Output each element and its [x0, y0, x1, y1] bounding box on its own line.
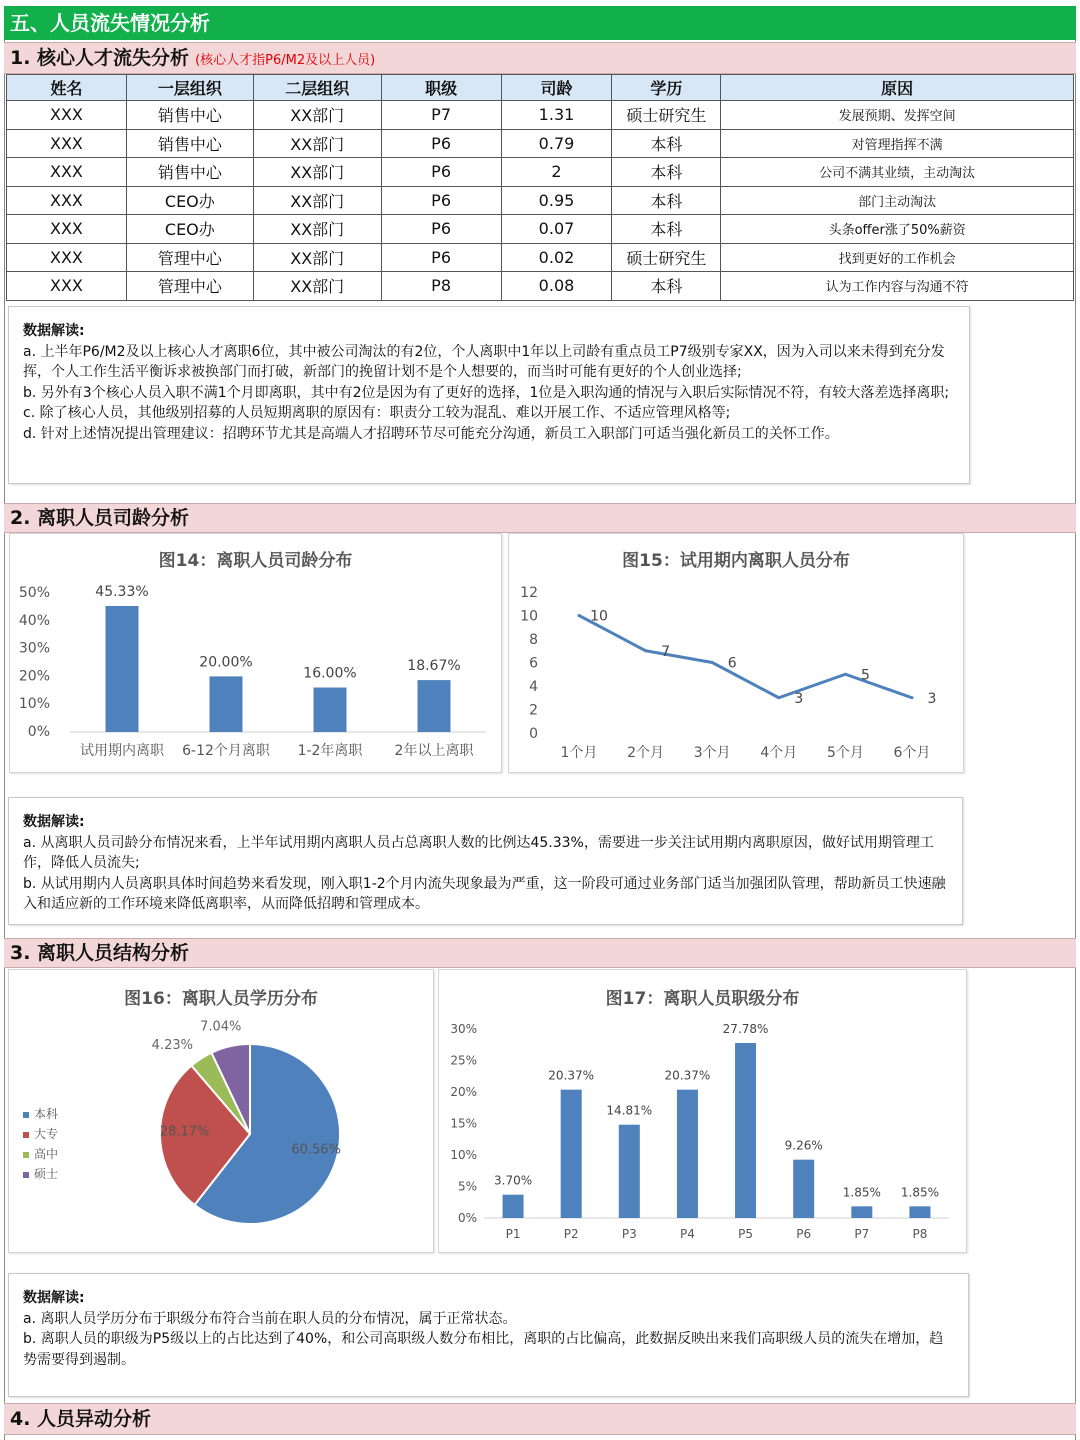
legend-label: 硕士 [34, 1167, 59, 1181]
data-label: 4.23% [151, 1038, 193, 1054]
legend-item [23, 1104, 58, 1124]
table-cell: 找到更好的工作机会 [721, 243, 1074, 272]
data-label: 9.26% [784, 1138, 823, 1153]
chart-education-distribution [8, 969, 434, 1253]
table-cell: 公司不满其业绩，主动淘汰 [721, 158, 1074, 187]
y-tick-label: 50% [18, 585, 50, 601]
table-row [7, 215, 1074, 244]
table-cell: 本科 [612, 186, 721, 215]
column-header: 司龄 [501, 75, 612, 101]
interpretation-line: a. 上半年P6/M2及以上核心人才离职6位，其中被公司淘汰的有2位，个人离职中1年以上司龄有重点员工P7级别专家XX，因为入司以来未得到充分发挥，个人工作生活平衡诉求被换部门而打破，新部门的挽留计划不是个人想要的，而当时可能有更好的个人创业选择; [23, 343, 945, 380]
section-title: 1. 核心人才流失分析 [10, 47, 190, 69]
interpretation-line: c. 除了核心人员，其他级别招募的人员短期离职的原因有：职责分工较为混乱、难以开展工作、不适应管理风格等; [23, 405, 731, 421]
data-label: 10 [590, 608, 608, 625]
x-tick-label: P5 [738, 1227, 753, 1241]
y-tick-label: 6 [529, 655, 538, 672]
y-tick-label: 30% [450, 1022, 477, 1036]
table-cell: 0.07 [501, 215, 612, 244]
table-header-row [7, 75, 1074, 101]
table-cell: 头条offer涨了50%薪资 [721, 215, 1074, 244]
table-cell: 发展预期、发挥空间 [721, 101, 1074, 130]
table-cell: 硕士研究生 [612, 101, 721, 130]
chart-probation-trend [508, 533, 964, 773]
chart-canvas [10, 534, 503, 774]
bar [314, 688, 347, 732]
column-header: 二层组织 [253, 75, 381, 101]
x-tick-label: 1个月 [560, 745, 598, 761]
y-tick-label: 8 [529, 632, 538, 648]
section-title: 4. 人员异动分析 [10, 1408, 152, 1430]
table-row [7, 243, 1074, 272]
section-structure-header [4, 938, 1076, 968]
bar [735, 1043, 756, 1218]
x-tick-label: 3个月 [693, 745, 731, 761]
data-label: 20.37% [664, 1068, 711, 1083]
table-cell: XX部门 [253, 101, 381, 130]
table-row [7, 101, 1074, 130]
data-label: 6 [727, 655, 737, 672]
x-tick-label: 5个月 [826, 745, 864, 761]
legend-label: 本科 [34, 1107, 59, 1121]
data-label: 1.85% [842, 1185, 881, 1200]
interpretation-line: d. 针对上述情况提出管理建议：招聘环节尤其是高端人才招聘环节尽可能充分沟通，新员工入职部门可适当强化新员工的关怀工作。 [23, 425, 839, 442]
chart-title: 图14：离职人员司龄分布 [158, 551, 353, 571]
table-cell: XXX [7, 243, 127, 272]
y-tick-label: 10% [450, 1148, 477, 1162]
y-tick-label: 4 [529, 679, 538, 695]
interpretation-line: a. 离职人员学历分布于职级分布符合当前在职人员的分布情况，属于正常状态。 [23, 1310, 517, 1327]
y-tick-label: 12 [520, 585, 538, 601]
data-label: 27.78% [722, 1021, 769, 1036]
data-label: 16.00% [303, 665, 357, 682]
chart-level-distribution [438, 969, 967, 1253]
y-tick-label: 15% [450, 1116, 477, 1131]
data-point [911, 696, 914, 699]
section-title: 3. 离职人员结构分析 [10, 942, 190, 964]
legend-item [23, 1144, 58, 1164]
x-tick-label: P7 [854, 1227, 870, 1241]
table-row [7, 129, 1074, 158]
x-tick-label: 6-12个月离职 [182, 743, 270, 759]
table-cell: 部门主动淘汰 [721, 186, 1074, 215]
table-cell: XX部门 [253, 243, 381, 272]
y-tick-label: 10 [520, 608, 538, 625]
y-tick-label: 0 [529, 726, 538, 742]
y-tick-label: 40% [18, 612, 50, 629]
table-cell: 本科 [612, 272, 721, 301]
table-cell: 0.95 [501, 186, 612, 215]
bar [210, 676, 243, 732]
page-title: 五、人员流失情况分析 [4, 6, 1076, 40]
data-label: 18.67% [407, 658, 461, 675]
x-tick-label: P1 [505, 1227, 521, 1241]
bar [793, 1160, 814, 1218]
table-cell: 0.08 [501, 272, 612, 301]
table-row [7, 158, 1074, 187]
data-label: 28.17% [159, 1124, 210, 1140]
y-tick-label: 30% [18, 640, 50, 657]
column-header: 原因 [721, 75, 1074, 101]
table-cell: 1.31 [501, 101, 612, 130]
table-cell: 0.79 [501, 129, 612, 158]
data-label: 3.70% [494, 1173, 533, 1188]
table-cell: P6 [381, 243, 501, 272]
interpretation-line: b. 离职人员的职级为P5级以上的占比达到了40%，和公司高职级人数分布相比，离职的占比偏高，此数据反映出来我们高职级人员的流失在增加，趋势需要得到遏制。 [23, 1331, 944, 1368]
data-label: 7 [661, 643, 671, 660]
table-cell: 销售中心 [126, 101, 253, 130]
bar [619, 1125, 640, 1218]
chart-tenure-distribution [9, 533, 502, 773]
core-talent-table [6, 74, 1074, 301]
data-label: 20.00% [199, 654, 253, 671]
bar [561, 1090, 582, 1218]
table-cell: XX部门 [253, 272, 381, 301]
data-point [844, 673, 847, 676]
interpretation-line: a. 从离职人员司龄分布情况来看，上半年试用期内离职人员占总离职人数的比例达45.33%，需要进一步关注试用期内离职原因，做好试用期管理工作，降低人员流失; [23, 834, 934, 871]
table-cell: XX部门 [253, 215, 381, 244]
bar [106, 606, 139, 732]
table-cell: 管理中心 [126, 243, 253, 272]
table-cell: 本科 [612, 129, 721, 158]
y-tick-label: 0% [457, 1211, 477, 1225]
column-header: 一层组织 [126, 75, 253, 101]
legend-swatch [23, 1132, 29, 1138]
table-cell: 销售中心 [126, 158, 253, 187]
x-tick-label: P6 [796, 1227, 812, 1241]
data-label: 7.04% [200, 1019, 242, 1035]
x-tick-label: P2 [563, 1227, 579, 1241]
data-label: 5 [860, 667, 870, 684]
data-label: 14.81% [606, 1103, 653, 1118]
table-cell: P6 [381, 186, 501, 215]
x-tick-label: P3 [621, 1227, 637, 1241]
interpretation-line: b. 从试用期内人员离职具体时间趋势来看发现，刚入职1-2个月内流失现象最为严重，这一阶段可通过业务部门适当加强团队管理，帮助新员工快速融入和适应新的工作环境来降低离职率，从而降低招聘和管理成本。 [23, 875, 946, 912]
bar [503, 1195, 524, 1218]
section-core-talent-header [4, 42, 1076, 74]
bar [418, 680, 451, 732]
table-cell: 硕士研究生 [612, 243, 721, 272]
series-line [579, 616, 912, 698]
chart-legend [23, 1104, 58, 1184]
table-row [7, 272, 1074, 301]
y-tick-label: 10% [18, 696, 50, 713]
chart-title: 图15：试用期内离职人员分布 [622, 551, 850, 571]
chart-title: 图17：离职人员职级分布 [605, 989, 800, 1009]
legend-label: 高中 [34, 1147, 59, 1161]
x-tick-label: 2个月 [627, 745, 665, 761]
table-cell: 认为工作内容与沟通不符 [721, 272, 1074, 301]
table-cell: P7 [381, 101, 501, 130]
table-row [7, 186, 1074, 215]
y-tick-label: 5% [457, 1179, 477, 1194]
column-header: 学历 [612, 75, 721, 101]
column-header: 职级 [381, 75, 501, 101]
legend-swatch [23, 1172, 29, 1178]
table-cell: XXX [7, 101, 127, 130]
table-cell: XXX [7, 215, 127, 244]
data-label: 45.33% [95, 583, 149, 600]
data-label: 20.37% [548, 1068, 595, 1083]
column-header: 姓名 [7, 75, 127, 101]
table-cell: 本科 [612, 215, 721, 244]
chart-canvas [439, 970, 968, 1254]
x-tick-label: 6个月 [893, 745, 931, 761]
x-tick-label: 2年以上离职 [394, 743, 474, 759]
table-cell: P8 [381, 272, 501, 301]
chart-canvas [509, 534, 965, 774]
section-movement-header [4, 1403, 1076, 1435]
table-cell: XXX [7, 272, 127, 301]
x-tick-label: 试用期内离职 [80, 743, 164, 759]
interpretation-title: 数据解读: [23, 1290, 85, 1306]
bar [851, 1206, 872, 1218]
x-tick-label: 4个月 [760, 745, 798, 761]
y-tick-label: 0% [27, 724, 50, 740]
table-cell: P6 [381, 129, 501, 158]
y-tick-label: 25% [450, 1053, 477, 1068]
table-cell: XXX [7, 129, 127, 158]
legend-label: 大专 [34, 1127, 59, 1141]
interpretation-box-2 [8, 797, 963, 925]
section-note: (核心人才指P6/M2及以上人员) [195, 53, 376, 68]
legend-swatch [23, 1112, 29, 1118]
x-tick-label: 1-2年离职 [297, 743, 363, 759]
interpretation-line: b. 另外有3个核心人员入职不满1个月即离职，其中有2位是因为有了更好的选择，1位是入职沟通的情况与入职后实际情况不符，有较大落差选择离职; [23, 384, 950, 401]
legend-swatch [23, 1152, 29, 1158]
table-cell: XXX [7, 186, 127, 215]
table-cell: P6 [381, 215, 501, 244]
data-label: 3 [794, 690, 804, 707]
interpretation-box-1 [8, 306, 970, 484]
table-cell: XX部门 [253, 158, 381, 187]
data-point [578, 614, 581, 617]
data-label: 3 [927, 690, 937, 707]
table-cell: 对管理指挥不满 [721, 129, 1074, 158]
bar [677, 1090, 698, 1218]
table-cell: CEO办 [126, 215, 253, 244]
table-cell: 销售中心 [126, 129, 253, 158]
table-cell: 2 [501, 158, 612, 187]
x-tick-label: P4 [680, 1227, 695, 1241]
section-tenure-header [4, 503, 1076, 533]
table-cell: XX部门 [253, 186, 381, 215]
chart-title: 图16：离职人员学历分布 [124, 989, 318, 1009]
section-title: 2. 离职人员司龄分析 [10, 507, 190, 529]
legend-item [23, 1164, 58, 1184]
bar [909, 1206, 930, 1218]
table-cell: 0.02 [501, 243, 612, 272]
legend-item [23, 1124, 58, 1144]
table-cell: P6 [381, 158, 501, 187]
data-point [777, 696, 780, 699]
y-tick-label: 2 [529, 702, 538, 719]
data-label: 60.56% [291, 1142, 341, 1158]
table-cell: XX部门 [253, 129, 381, 158]
y-tick-label: 20% [18, 668, 50, 685]
table-cell: 管理中心 [126, 272, 253, 301]
data-label: 1.85% [900, 1185, 939, 1200]
interpretation-title: 数据解读: [23, 323, 85, 339]
y-tick-label: 20% [450, 1085, 477, 1099]
data-point [644, 649, 647, 652]
table-cell: CEO办 [126, 186, 253, 215]
interpretation-title: 数据解读: [23, 814, 85, 830]
table-cell: XXX [7, 158, 127, 187]
data-point [711, 661, 714, 664]
interpretation-box-3 [8, 1273, 969, 1397]
chart-canvas [9, 970, 435, 1254]
table-cell: 本科 [612, 158, 721, 187]
x-tick-label: P8 [912, 1227, 928, 1241]
